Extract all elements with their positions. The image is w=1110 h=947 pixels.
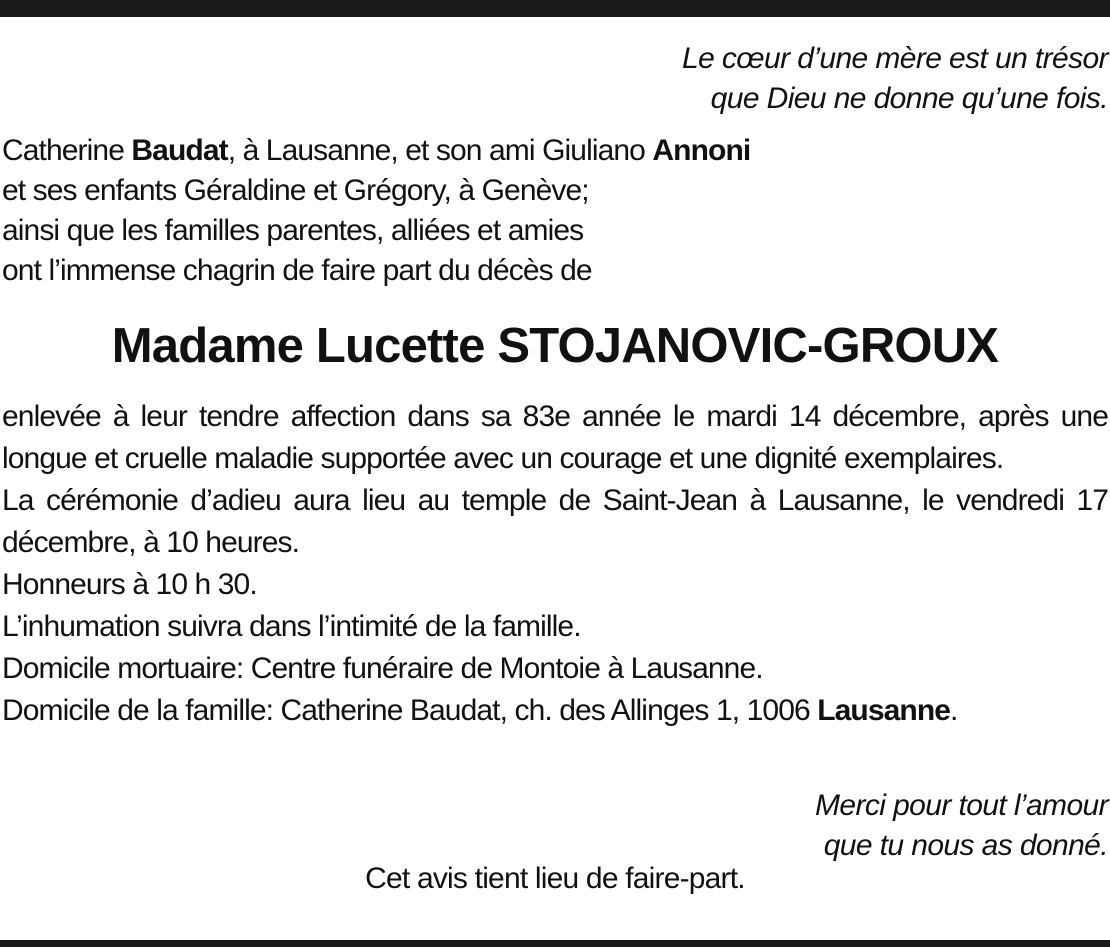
details-paragraph-burial: L’inhumation suivra dans l’intimité de la famille. (2, 610, 581, 643)
surname-annoni: Annoni (652, 134, 751, 167)
footer-notice: Cet avis tient lieu de faire-part. (365, 862, 745, 895)
epigraph-line-2: que Dieu ne donne qu’une fois. (710, 82, 1108, 115)
surname-baudat: Baudat (131, 134, 228, 167)
city-lausanne: Lausanne (817, 694, 951, 727)
obituary-details (2, 396, 1108, 732)
closing-quote (815, 786, 1108, 866)
top-border-rule (0, 0, 1110, 17)
deceased-name-heading: Madame Lucette STOJANOVIC-GROUX (111, 319, 999, 373)
closing-quote-line-2: que tu nous as donné. (823, 829, 1108, 862)
family-line-4: ont l’immense chagrin de faire part du décès de (2, 254, 592, 287)
closing-quote-line-1: Merci pour tout l’amour (815, 789, 1108, 822)
family-announcement (2, 131, 750, 291)
family-line-1: Catherine Baudat, à Lausanne, et son ami Giuliano Annoni (2, 134, 751, 167)
epigraph-quote (682, 39, 1108, 119)
bottom-border-rule (0, 940, 1110, 947)
details-paragraph-mortuary: Domicile mortuaire: Centre funéraire de Montoie à Lausanne. (2, 652, 763, 685)
family-line-3: ainsi que les familles parentes, alliées et amies (2, 214, 584, 247)
details-paragraph-family-address: Domicile de la famille: Catherine Baudat, ch. des Allinges 1, 1006 Lausanne. (2, 694, 958, 727)
details-paragraph-honours: Honneurs à 10 h 30. (2, 568, 257, 601)
family-line-2: et ses enfants Géraldine et Grégory, à Genève; (2, 174, 589, 207)
details-paragraph-death: enlevée à leur tendre affection dans sa 83e année le mardi 14 décembre, après une longue et cruelle maladie supportée avec un courage et une dignité exemplaires. (2, 400, 1108, 475)
details-paragraph-ceremony: La cérémonie d’adieu aura lieu au temple de Saint-Jean à Lausanne, le vendredi 17 décembre, à 10 heures. (2, 484, 1108, 559)
epigraph-line-1: Le cœur d’une mère est un trésor (682, 42, 1108, 75)
